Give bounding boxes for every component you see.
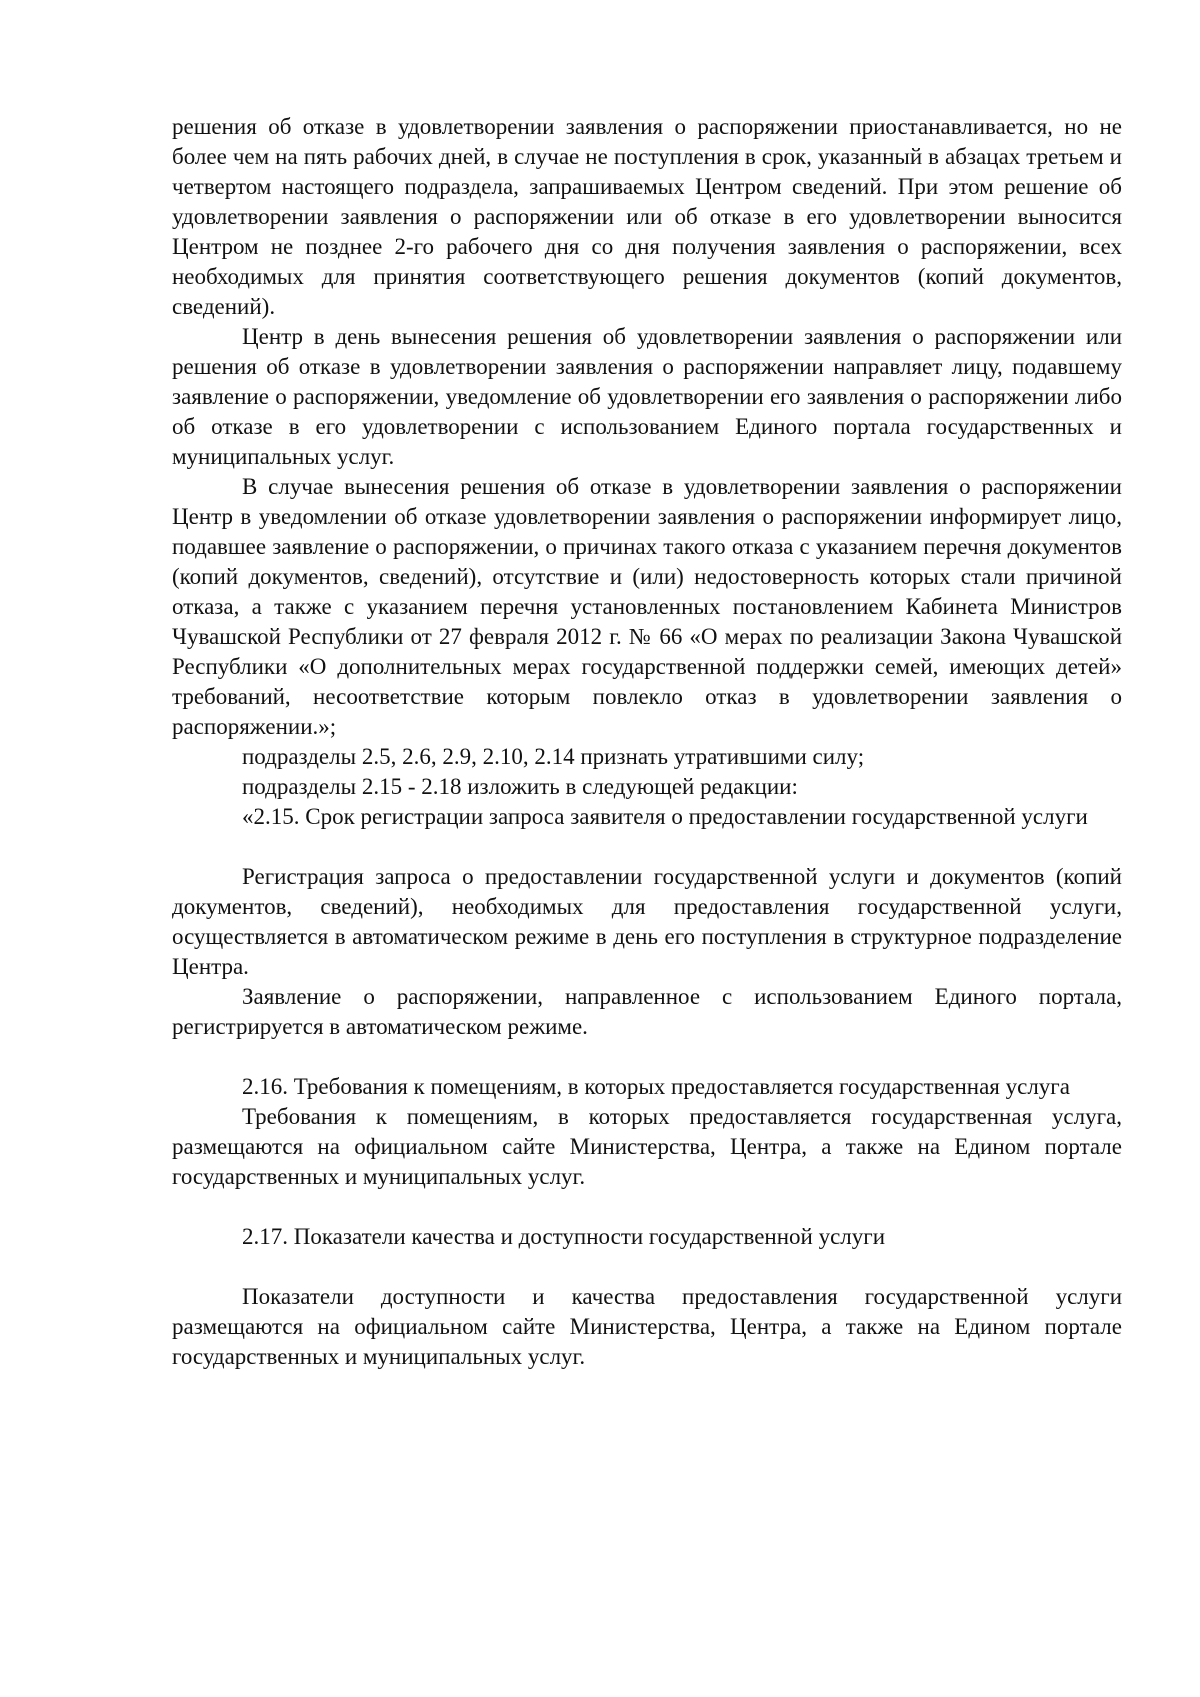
- paragraph-premises-requirements: Требования к помещениям, в которых предоставляется государственная услуга, размещаются на официальном сайте Министерства, Центра, а также на Едином портале государственных и муниципальных услуг.: [172, 1104, 1122, 1189]
- section-heading-2-16: 2.16. Требования к помещениям, в которых предоставляется государственная услуга: [242, 1074, 1070, 1099]
- paragraph-portal-registration: Заявление о распоряжении, направленное с использованием Единого портала, регистрируется в автоматическом режиме.: [172, 984, 1122, 1039]
- paragraph-repealed-subsections: подразделы 2.5, 2.6, 2.9, 2.10, 2.14 признать утратившими силу;: [242, 744, 865, 769]
- paragraph-continuation: решения об отказе в удовлетворении заявления о распоряжении приостанавливается, но не более чем на пять рабочих дней, в случае не поступления в срок, указанный в абзацах третьем и четвертом настоящего подраздела, запрашиваемых Центром сведений. При этом решение об удовлетворении заявления о распоряжении или об отказе в его удовлетворении выносится Центром не позднее 2-го рабочего дня со дня получения заявления о распоряжении, всех необходимых для принятия соответствующего решения документов (копий документов, сведений).: [172, 114, 1122, 319]
- paragraph-refusal-reasons: В случае вынесения решения об отказе в удовлетворении заявления о распоряжении Центр в уведомлении об отказе удовлетворении заявления о распоряжении информирует лицо, подавшее заявление о распоряжении, о причинах такого отказа с указанием перечня документов (копий документов, сведений), отсутствие и (или) недостоверность которых стали причиной отказа, а также с указанием перечня установленных постановлением Кабинета Министров Чувашской Республики от 27 февраля 2012 г. № 66 «О мерах по реализации Закона Чувашской Республики «О дополнительных мерах государственной поддержки семей, имеющих детей» требований, несоответствие которым повлекло отказ в удовлетворении заявления о распоряжении.»;: [172, 474, 1122, 739]
- paragraph-quality-indicators: Показатели доступности и качества предоставления государственной услуги размещаются на официальном сайте Министерства, Центра, а также на Едином портале государственных и муниципальных услуг.: [172, 1284, 1122, 1369]
- section-heading-2-15: «2.15. Срок регистрации запроса заявителя о предоставлении государственной услуги: [242, 804, 1088, 829]
- document-page: [172, 112, 1122, 1372]
- paragraph-registration: Регистрация запроса о предоставлении государственной услуги и документов (копий документов, сведений), необходимых для предоставления государственной услуги, осуществляется в автоматическом режиме в день его поступления в структурное подразделение Центра.: [172, 864, 1122, 979]
- paragraph-new-edition: подразделы 2.15 - 2.18 изложить в следующей редакции:: [242, 774, 798, 799]
- section-heading-2-17: 2.17. Показатели качества и доступности государственной услуги: [242, 1224, 886, 1249]
- paragraph-notification: Центр в день вынесения решения об удовлетворении заявления о распоряжении или решения об отказе в удовлетворении заявления о распоряжении направляет лицу, подавшему заявление о распоряжении, уведомление об удовлетворении его заявления о распоряжении либо об отказе в его удовлетворении с использованием Единого портала государственных и муниципальных услуг.: [172, 324, 1122, 469]
